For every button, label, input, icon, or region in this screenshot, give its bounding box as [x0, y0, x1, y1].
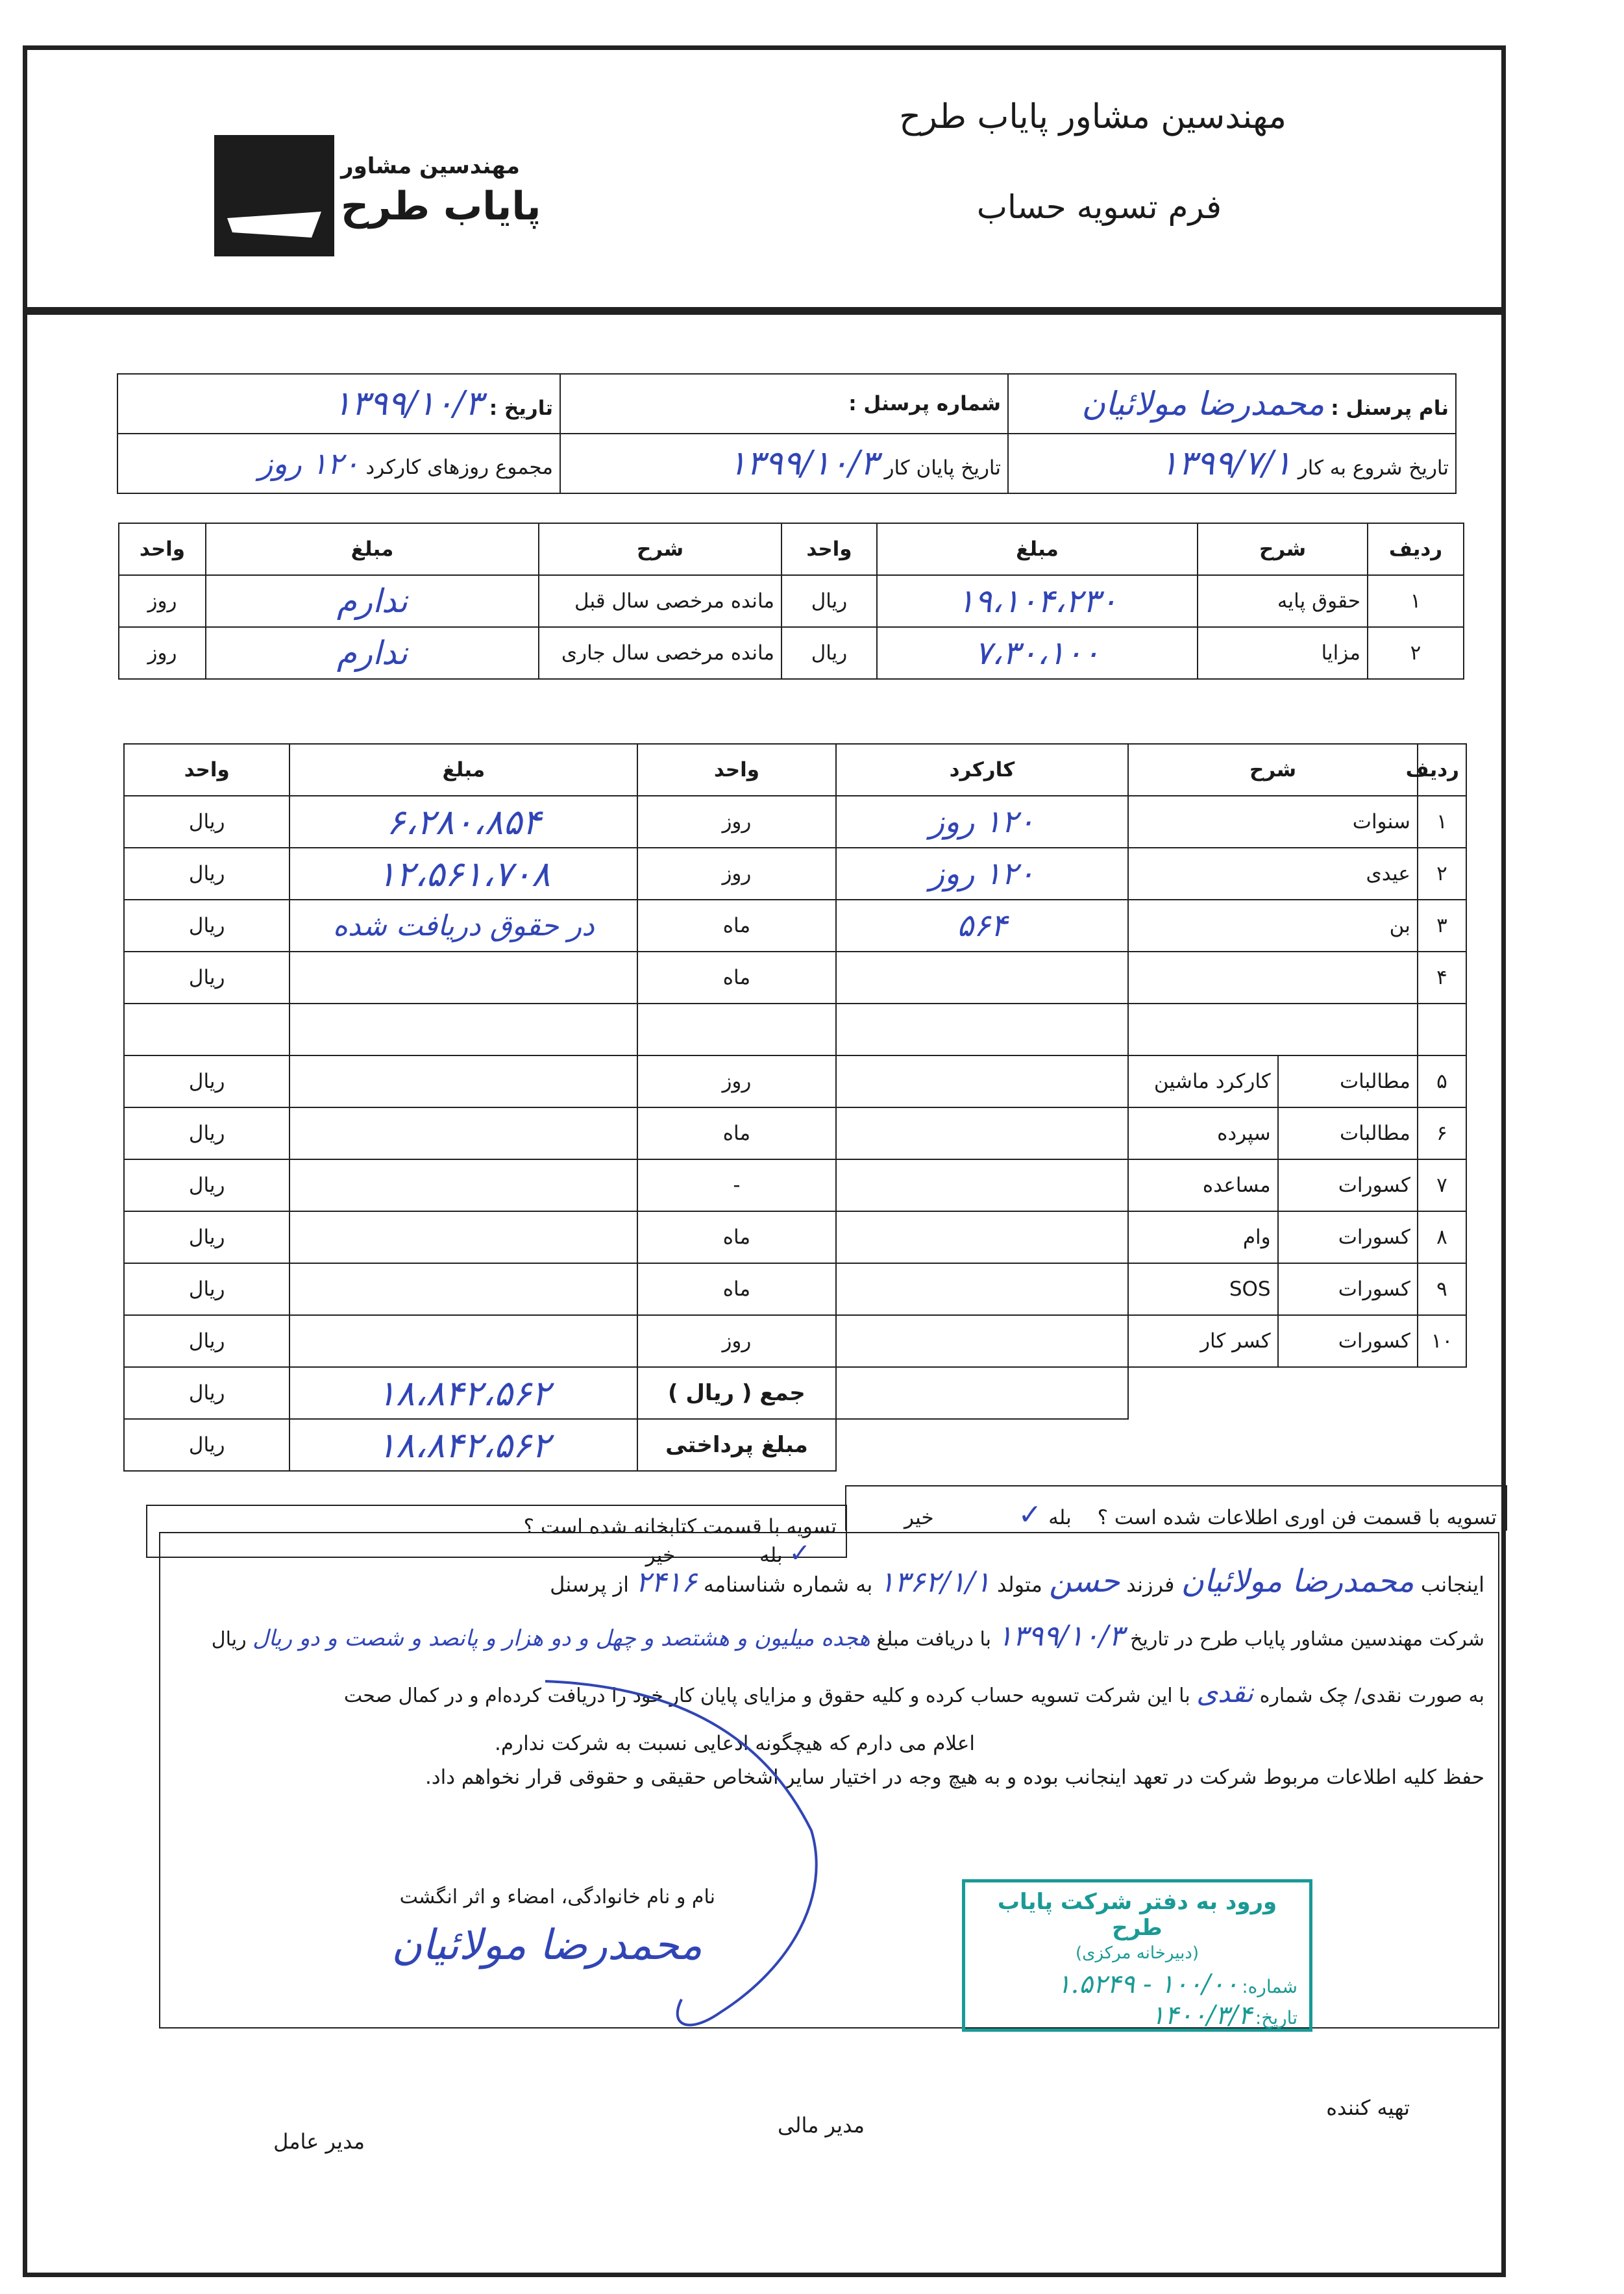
decl-birth-value: ۱۳۶۲/۱/۱: [879, 1566, 990, 1599]
row-unit: ماه: [637, 1107, 835, 1159]
decl-text: با دریافت مبلغ: [876, 1628, 991, 1651]
personnel-info-table: [117, 373, 1457, 494]
leave-header-desc: شرح: [539, 523, 781, 575]
settlement-row: [124, 848, 1466, 900]
row-amount: ۶،۲۸۰،۸۵۴: [289, 796, 637, 848]
settlement-header-unit: واحد: [637, 744, 835, 796]
settlement-row: [124, 1315, 1466, 1367]
stamp-number-row: [977, 1969, 1298, 1999]
row-unit2: ریال: [124, 1055, 289, 1107]
company-title: مهندسین مشاور پایاب طرح: [899, 97, 1286, 136]
settlement-row: [124, 1107, 1466, 1159]
row-amount: ۱۹،۱۰۴،۲۳۰: [877, 575, 1198, 627]
row-unit: ماه: [637, 1263, 835, 1315]
row-unit: روز: [637, 796, 835, 848]
settlement-row-blank: [124, 1004, 1466, 1055]
row-work: ۱۲۰ روز: [836, 796, 1129, 848]
row-desc2: مانده مرخصی سال جاری: [539, 627, 781, 679]
row-no: ۹: [1418, 1263, 1466, 1315]
salary-row: [119, 575, 1464, 627]
signature-label: نام و نام خانوادگی، امضاء و اثر انگشت: [399, 1886, 715, 1908]
row-work: [836, 1107, 1129, 1159]
end-date-cell: [560, 434, 1008, 493]
row-unit2: ریال: [124, 900, 289, 952]
row-no: ۵: [1418, 1055, 1466, 1107]
row-amount: [289, 1107, 637, 1159]
salary-row: [119, 627, 1464, 679]
declaration-line-5: حفظ کلیه اطلاعات مربوط شرکت در تعهد اینجانب بوده و به هیچ وجه در اختیار سایر اشخاص حقیقی و حقوقی قرار نخواهم داد.: [424, 1766, 1484, 1789]
row-work: ۵۶۴: [836, 900, 1129, 952]
row-work: [836, 1315, 1129, 1367]
declaration-line-4: اعلام می دارم که هیچگونه ادعایی نسبت به شرکت ندارم.: [495, 1732, 975, 1755]
row-unit: روز: [637, 848, 835, 900]
total-value: ۱۸،۸۴۲،۵۶۲: [289, 1367, 637, 1419]
total-row: [124, 1367, 1466, 1419]
row-unit2: ریال: [124, 796, 289, 848]
row-unit2: ریال: [124, 1263, 289, 1315]
payable-unit: ریال: [124, 1419, 289, 1471]
row-unit: روز: [637, 1055, 835, 1107]
footer-finance-manager: مدیر مالی: [778, 2113, 865, 2138]
row-unit2: ریال: [124, 1315, 289, 1367]
row-unit: ماه: [637, 900, 835, 952]
signature-loop-icon: [506, 1662, 857, 2038]
end-date-label: تاریخ پایان کار: [884, 456, 1001, 480]
settlement-header-row-no: ردیف: [1418, 744, 1466, 796]
it-clearance-box: [845, 1485, 1507, 1531]
declaration-line-1: [186, 1563, 1484, 1599]
logo-mark: [214, 135, 334, 256]
personnel-number-cell: [560, 374, 1008, 434]
row-unit: -: [637, 1159, 835, 1211]
work-days-cell: [117, 434, 560, 493]
decl-name-value: محمدرضا مولائیان: [1181, 1563, 1414, 1599]
it-yes-check-icon: ✓: [1018, 1498, 1042, 1531]
decl-text: از پرسنل: [550, 1572, 629, 1597]
stamp-date-row: [977, 2001, 1298, 2030]
row-category: مطالبات: [1278, 1107, 1418, 1159]
row-work: [836, 1055, 1129, 1107]
settlement-row: [124, 796, 1466, 848]
payable-label: مبلغ پرداختی: [637, 1419, 835, 1471]
row-desc: بن: [1128, 900, 1418, 952]
row-amount2: ندارم: [206, 575, 539, 627]
work-days-label: مجموع روزهای کارکرد: [365, 456, 553, 479]
stamp-title: ورود به دفتر شرکت پایاب طرح: [997, 1889, 1277, 1941]
library-clearance-yes[interactable]: بله: [759, 1544, 783, 1567]
start-date-value: ۱۳۹۹/۷/۱: [1160, 444, 1292, 483]
row-amount: [289, 1004, 637, 1055]
row-work: [836, 1004, 1129, 1055]
signature-value: محمدرضا مولائیان: [391, 1921, 702, 1969]
stamp-date-label: تاریخ:: [1255, 2007, 1298, 2029]
date-cell: [117, 374, 560, 434]
row-work: [836, 1263, 1129, 1315]
row-unit2: روز: [119, 575, 206, 627]
date-label: تاریخ :: [489, 397, 553, 420]
decl-text: متولد: [997, 1572, 1042, 1597]
settlement-row: [124, 1055, 1466, 1107]
row-no: ۳: [1418, 900, 1466, 952]
row-work: [836, 952, 1129, 1004]
decl-cash-value: نقدی: [1196, 1677, 1254, 1708]
total-unit: ریال: [124, 1367, 289, 1419]
library-yes-check-icon: ✓: [789, 1538, 811, 1568]
personnel-name-label: نام پرسنل :: [1331, 397, 1449, 420]
row-unit: ماه: [637, 952, 835, 1004]
leave-header-amount: مبلغ: [206, 523, 539, 575]
decl-text: شرکت مهندسین مشاور پایاب طرح در تاریخ: [1130, 1628, 1484, 1651]
decl-text: با این شرکت تسویه حساب کرده و کلیه حقوق و مزایای پایان کار خود را دریافت کرده‌ام و در کمال صحت: [343, 1684, 1190, 1707]
decl-amount-value: هجده میلیون و هشتصد و چهل و دو هزار و پانصد و شصت و دو ریال: [252, 1625, 870, 1651]
row-no: ۸: [1418, 1211, 1466, 1263]
settlement-header-work: کارکرد: [836, 744, 1129, 796]
row-unit: ریال: [781, 627, 877, 679]
row-no: ۲: [1418, 848, 1466, 900]
row-unit2: ریال: [124, 848, 289, 900]
row-desc: سپرده: [1128, 1107, 1277, 1159]
salary-table: [118, 523, 1464, 680]
salary-header-row-no: ردیف: [1368, 523, 1464, 575]
settlement-row: [124, 952, 1466, 1004]
row-amount: [289, 1263, 637, 1315]
row-unit2: [124, 1004, 289, 1055]
row-work: [836, 1159, 1129, 1211]
it-clearance-no[interactable]: خیر: [904, 1506, 934, 1529]
start-date-cell: [1008, 434, 1456, 493]
row-amount: ۱۲،۵۶۱،۷۰۸: [289, 848, 637, 900]
total-spacer: [1128, 1367, 1466, 1419]
total-work-cell: [836, 1367, 1129, 1419]
salary-header-unit: واحد: [781, 523, 877, 575]
row-work: [836, 1211, 1129, 1263]
form-title: فرم تسویه حساب: [976, 188, 1222, 226]
settlement-row: [124, 1263, 1466, 1315]
row-category: کسورات: [1278, 1263, 1418, 1315]
row-no: ۲: [1368, 627, 1464, 679]
row-desc: [1128, 952, 1418, 1004]
start-date-label: تاریخ شروع به کار: [1298, 456, 1449, 480]
library-clearance-question: تسویه با قسمت کتابخانه شده است ؟: [523, 1515, 837, 1538]
decl-father-value: حسن: [1049, 1563, 1120, 1599]
row-desc: عیدی: [1128, 848, 1418, 900]
row-unit: ماه: [637, 1211, 835, 1263]
salary-header-desc: شرح: [1198, 523, 1368, 575]
row-unit: ریال: [781, 575, 877, 627]
total-label: جمع ( ریال ): [637, 1367, 835, 1419]
settlement-row: [124, 1159, 1466, 1211]
end-date-value: ۱۳۹۹/۱۰/۳: [728, 444, 878, 483]
leave-header-unit: واحد: [119, 523, 206, 575]
row-no: ۷: [1418, 1159, 1466, 1211]
row-amount: [289, 1055, 637, 1107]
stamp-date-value: ۱۴۰۰/۳/۴: [1150, 2001, 1252, 2030]
row-amount: [289, 1315, 637, 1367]
date-value: ۱۳۹۹/۱۰/۳: [333, 384, 483, 423]
settlement-header-amount: مبلغ: [289, 744, 637, 796]
decl-date-value: ۱۳۹۹/۱۰/۳: [997, 1620, 1124, 1653]
registration-stamp: [962, 1879, 1312, 2032]
work-days-value: ۱۲۰ روز: [258, 446, 360, 481]
library-clearance-no[interactable]: خیر: [645, 1544, 676, 1567]
row-unit2: روز: [119, 627, 206, 679]
decl-text: ریال: [211, 1628, 247, 1651]
decl-text: فرزند: [1126, 1572, 1175, 1597]
decl-text: به صورت نقدی/ چک شماره: [1259, 1684, 1484, 1707]
row-desc2: مانده مرخصی سال قبل: [539, 575, 781, 627]
stamp-number-value: ۱۰۰/۰۰ - ۱.۵۲۴۹: [1057, 1969, 1239, 1999]
decl-id-value: ۲۴۱۶: [635, 1566, 697, 1599]
row-no: [1418, 1004, 1466, 1055]
row-amount: ۷،۳۰،۱۰۰: [877, 627, 1198, 679]
settlement-table: [123, 743, 1467, 1472]
row-amount: [289, 1159, 637, 1211]
row-amount2: ندارم: [206, 627, 539, 679]
personnel-number-label: شماره پرسنل :: [848, 392, 1001, 415]
settlement-row: [124, 900, 1466, 952]
row-desc: SOS: [1128, 1263, 1277, 1315]
row-no: ۱: [1418, 796, 1466, 848]
decl-text: اینجانب: [1420, 1572, 1484, 1597]
logo-small-text: مهندسین مشاور: [341, 153, 520, 179]
row-amount: در حقوق دریافت شده: [289, 900, 637, 952]
personnel-name-value: محمدرضا مولائیان: [1081, 385, 1325, 423]
row-unit: [637, 1004, 835, 1055]
decl-text: به شماره شناسنامه: [703, 1572, 873, 1597]
row-category: مطالبات: [1278, 1055, 1418, 1107]
row-desc: حقوق پایه: [1198, 575, 1368, 627]
payable-spacer: [836, 1419, 1466, 1471]
footer-preparer: تهیه کننده: [1326, 2095, 1410, 2120]
company-logo: [214, 135, 552, 258]
row-unit: روز: [637, 1315, 835, 1367]
row-work: ۱۲۰ روز: [836, 848, 1129, 900]
footer-ceo: مدیر عامل: [273, 2129, 365, 2154]
row-unit2: ریال: [124, 1211, 289, 1263]
row-desc: [1128, 1004, 1418, 1055]
row-desc: وام: [1128, 1211, 1277, 1263]
row-desc: کارکرد ماشین: [1128, 1055, 1277, 1107]
row-desc: کسر کار: [1128, 1315, 1277, 1367]
row-no: ۶: [1418, 1107, 1466, 1159]
row-unit2: ریال: [124, 952, 289, 1004]
it-clearance-yes[interactable]: بله: [1048, 1506, 1072, 1529]
row-amount: [289, 1211, 637, 1263]
settlement-header-desc: شرح: [1128, 744, 1418, 796]
row-category: کسورات: [1278, 1315, 1418, 1367]
declaration-line-2: [173, 1620, 1484, 1653]
payable-value: ۱۸،۸۴۲،۵۶۲: [289, 1419, 637, 1471]
settlement-row: [124, 1211, 1466, 1263]
salary-header-amount: مبلغ: [877, 523, 1198, 575]
row-category: کسورات: [1278, 1159, 1418, 1211]
row-unit2: ریال: [124, 1107, 289, 1159]
settlement-header-unit2: واحد: [124, 744, 289, 796]
stamp-number-label: شماره:: [1242, 1976, 1298, 1997]
row-no: ۱: [1368, 575, 1464, 627]
stamp-subtitle: (دبیرخانه مرکزی): [1075, 1943, 1200, 1963]
payable-row: [124, 1419, 1466, 1471]
row-amount: [289, 952, 637, 1004]
row-category: کسورات: [1278, 1211, 1418, 1263]
logo-large-text: پایاب طرح: [341, 184, 541, 229]
row-desc: مزایا: [1198, 627, 1368, 679]
personnel-name-cell: [1008, 374, 1456, 434]
row-no: ۱۰: [1418, 1315, 1466, 1367]
row-desc: سنوات: [1128, 796, 1418, 848]
row-no: ۴: [1418, 952, 1466, 1004]
logo-stroke-icon: [214, 135, 334, 256]
it-clearance-question: تسویه با قسمت فن اوری اطلاعات شده است ؟: [1097, 1506, 1497, 1529]
row-unit2: ریال: [124, 1159, 289, 1211]
row-desc: مساعده: [1128, 1159, 1277, 1211]
